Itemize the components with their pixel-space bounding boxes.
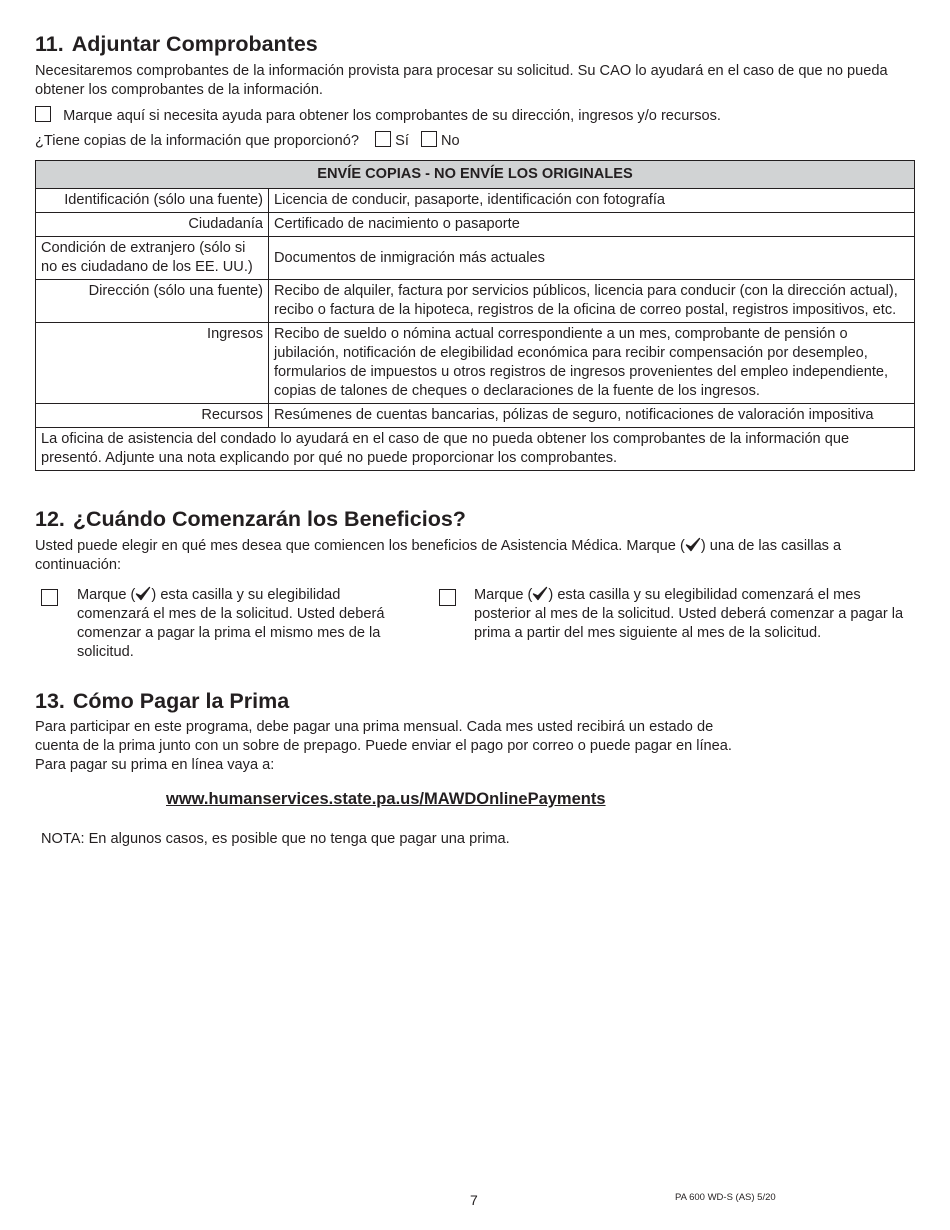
- row-value: Certificado de nacimiento o pasaporte: [269, 213, 915, 237]
- section-13-line-3: Para pagar su prima en línea vaya a:: [35, 757, 275, 773]
- no-label: No: [441, 133, 460, 149]
- proof-table: [35, 160, 915, 471]
- no-checkbox[interactable]: [421, 131, 437, 147]
- help-row: [35, 106, 721, 126]
- intro-text: ) una de las casillas a continuación:: [35, 538, 842, 573]
- option-start-next-month[interactable]: [439, 589, 456, 609]
- form-id: PA 600 WD-S (AS) 5/20: [675, 1192, 776, 1203]
- table-row: [36, 189, 915, 213]
- section-title: Adjuntar Comprobantes: [71, 32, 318, 56]
- table-header-row: [36, 161, 915, 189]
- section-12-intro: [35, 537, 905, 575]
- copies-question-row: [35, 131, 460, 151]
- option-1-text: [77, 586, 397, 662]
- row-label: Identificación (sólo una fuente): [36, 189, 269, 213]
- section-12-heading: [35, 506, 466, 532]
- section-13-heading: [35, 688, 289, 714]
- section-number: 11.: [35, 32, 64, 56]
- copies-question: ¿Tiene copias de la información que proporcionó?: [35, 133, 359, 149]
- section-number: 12.: [35, 507, 65, 531]
- row-value: Recibo de sueldo o nómina actual correspondiente a un mes, comprobante de pensión o jubilación, notificación de elegibilidad económica para recibir compensación por desempleo, formularios de impuestos u otros registros de ingresos provenientes del empleo independiente, copias de talones de cheques o declaraciones de la fuente de los ingresos.: [269, 323, 915, 404]
- option-text: ) esta casilla y su elegibilidad comenzará el mes de la solicitud. Usted deberá comenzar a pagar la prima el mismo mes de la solicitud.: [77, 587, 385, 660]
- help-checkbox-label: Marque aquí si necesita ayuda para obtener los comprobantes de su dirección, ingresos y/o recursos.: [63, 108, 721, 124]
- section-13-line-2: cuenta de la prima junto con un sobre de prepago. Puede enviar el pago por correo o puede pagar en línea.: [35, 738, 732, 754]
- row-value: Licencia de conducir, pasaporte, identificación con fotografía: [269, 189, 915, 213]
- table-row: [36, 213, 915, 237]
- option-text: ) esta casilla y su elegibilidad comenzará el mes posterior al mes de la solicitud. Usted deberá comenzar a pagar la prima a partir del mes siguiente al mes de la solicitud.: [474, 587, 904, 641]
- row-label: Ingresos: [36, 323, 269, 404]
- row-value: Documentos de inmigración más actuales: [269, 237, 915, 280]
- option-text: Marque (: [77, 587, 136, 603]
- table-row: [36, 237, 915, 280]
- row-label: Condición de extranjero (sólo si no es ciudadano de los EE. UU.): [36, 237, 269, 280]
- option-start-this-month[interactable]: [41, 589, 58, 609]
- section-11-heading: [35, 31, 318, 57]
- option-2-text: [474, 586, 915, 643]
- help-checkbox[interactable]: [35, 106, 51, 122]
- section-title: ¿Cuándo Comenzarán los Beneficios?: [72, 507, 466, 531]
- table-footer: La oficina de asistencia del condado lo ayudará en el caso de que no pueda obtener los comprobantes de la información que presentó. Adjunte una nota explicando por qué no puede proporcionar los comprobantes.: [36, 428, 915, 471]
- checkmark-icon: [532, 586, 548, 601]
- page-number: 7: [470, 1192, 478, 1208]
- intro-text: Usted puede elegir en qué mes desea que comiencen los beneficios de Asistencia Médica. Marque (: [35, 538, 685, 554]
- section-number: 13.: [35, 689, 65, 713]
- section-13-line-1: Para participar en este programa, debe pagar una prima mensual. Cada mes usted recibirá un estado de: [35, 719, 714, 735]
- row-label: Ciudadanía: [36, 213, 269, 237]
- section-title: Cómo Pagar la Prima: [72, 689, 290, 713]
- table-footer-row: [36, 428, 915, 471]
- table-row: [36, 280, 915, 323]
- row-value: Resúmenes de cuentas bancarias, pólizas de seguro, notificaciones de valoración impositiva: [269, 404, 915, 428]
- table-header: ENVÍE COPIAS - NO ENVÍE LOS ORIGINALES: [36, 161, 915, 189]
- checkmark-icon: [135, 586, 151, 601]
- yes-label: Sí: [395, 133, 409, 149]
- option-1-checkbox[interactable]: [41, 589, 58, 606]
- table-row: [36, 323, 915, 404]
- premium-note: NOTA: En algunos casos, es posible que no tenga que pagar una prima.: [41, 831, 510, 847]
- option-text: Marque (: [474, 587, 533, 603]
- option-2-checkbox[interactable]: [439, 589, 456, 606]
- section-11-intro: Necesitaremos comprobantes de la información provista para procesar su solicitud. Su CAO lo ayudará en el caso de que no pueda obtener los comprobantes de la información.: [35, 63, 888, 98]
- yes-checkbox[interactable]: [375, 131, 391, 147]
- row-label: Recursos: [36, 404, 269, 428]
- online-payment-link[interactable]: www.humanservices.state.pa.us/MAWDOnlinePayments: [166, 790, 606, 808]
- table-row: [36, 404, 915, 428]
- row-value: Recibo de alquiler, factura por servicios públicos, licencia para conducir (con la dirección actual), recibo o factura de la hipoteca, registros de la oficina de correo postal, registros impositivos, etc.: [269, 280, 915, 323]
- checkmark-icon: [685, 537, 701, 552]
- row-label: Dirección (sólo una fuente): [36, 280, 269, 323]
